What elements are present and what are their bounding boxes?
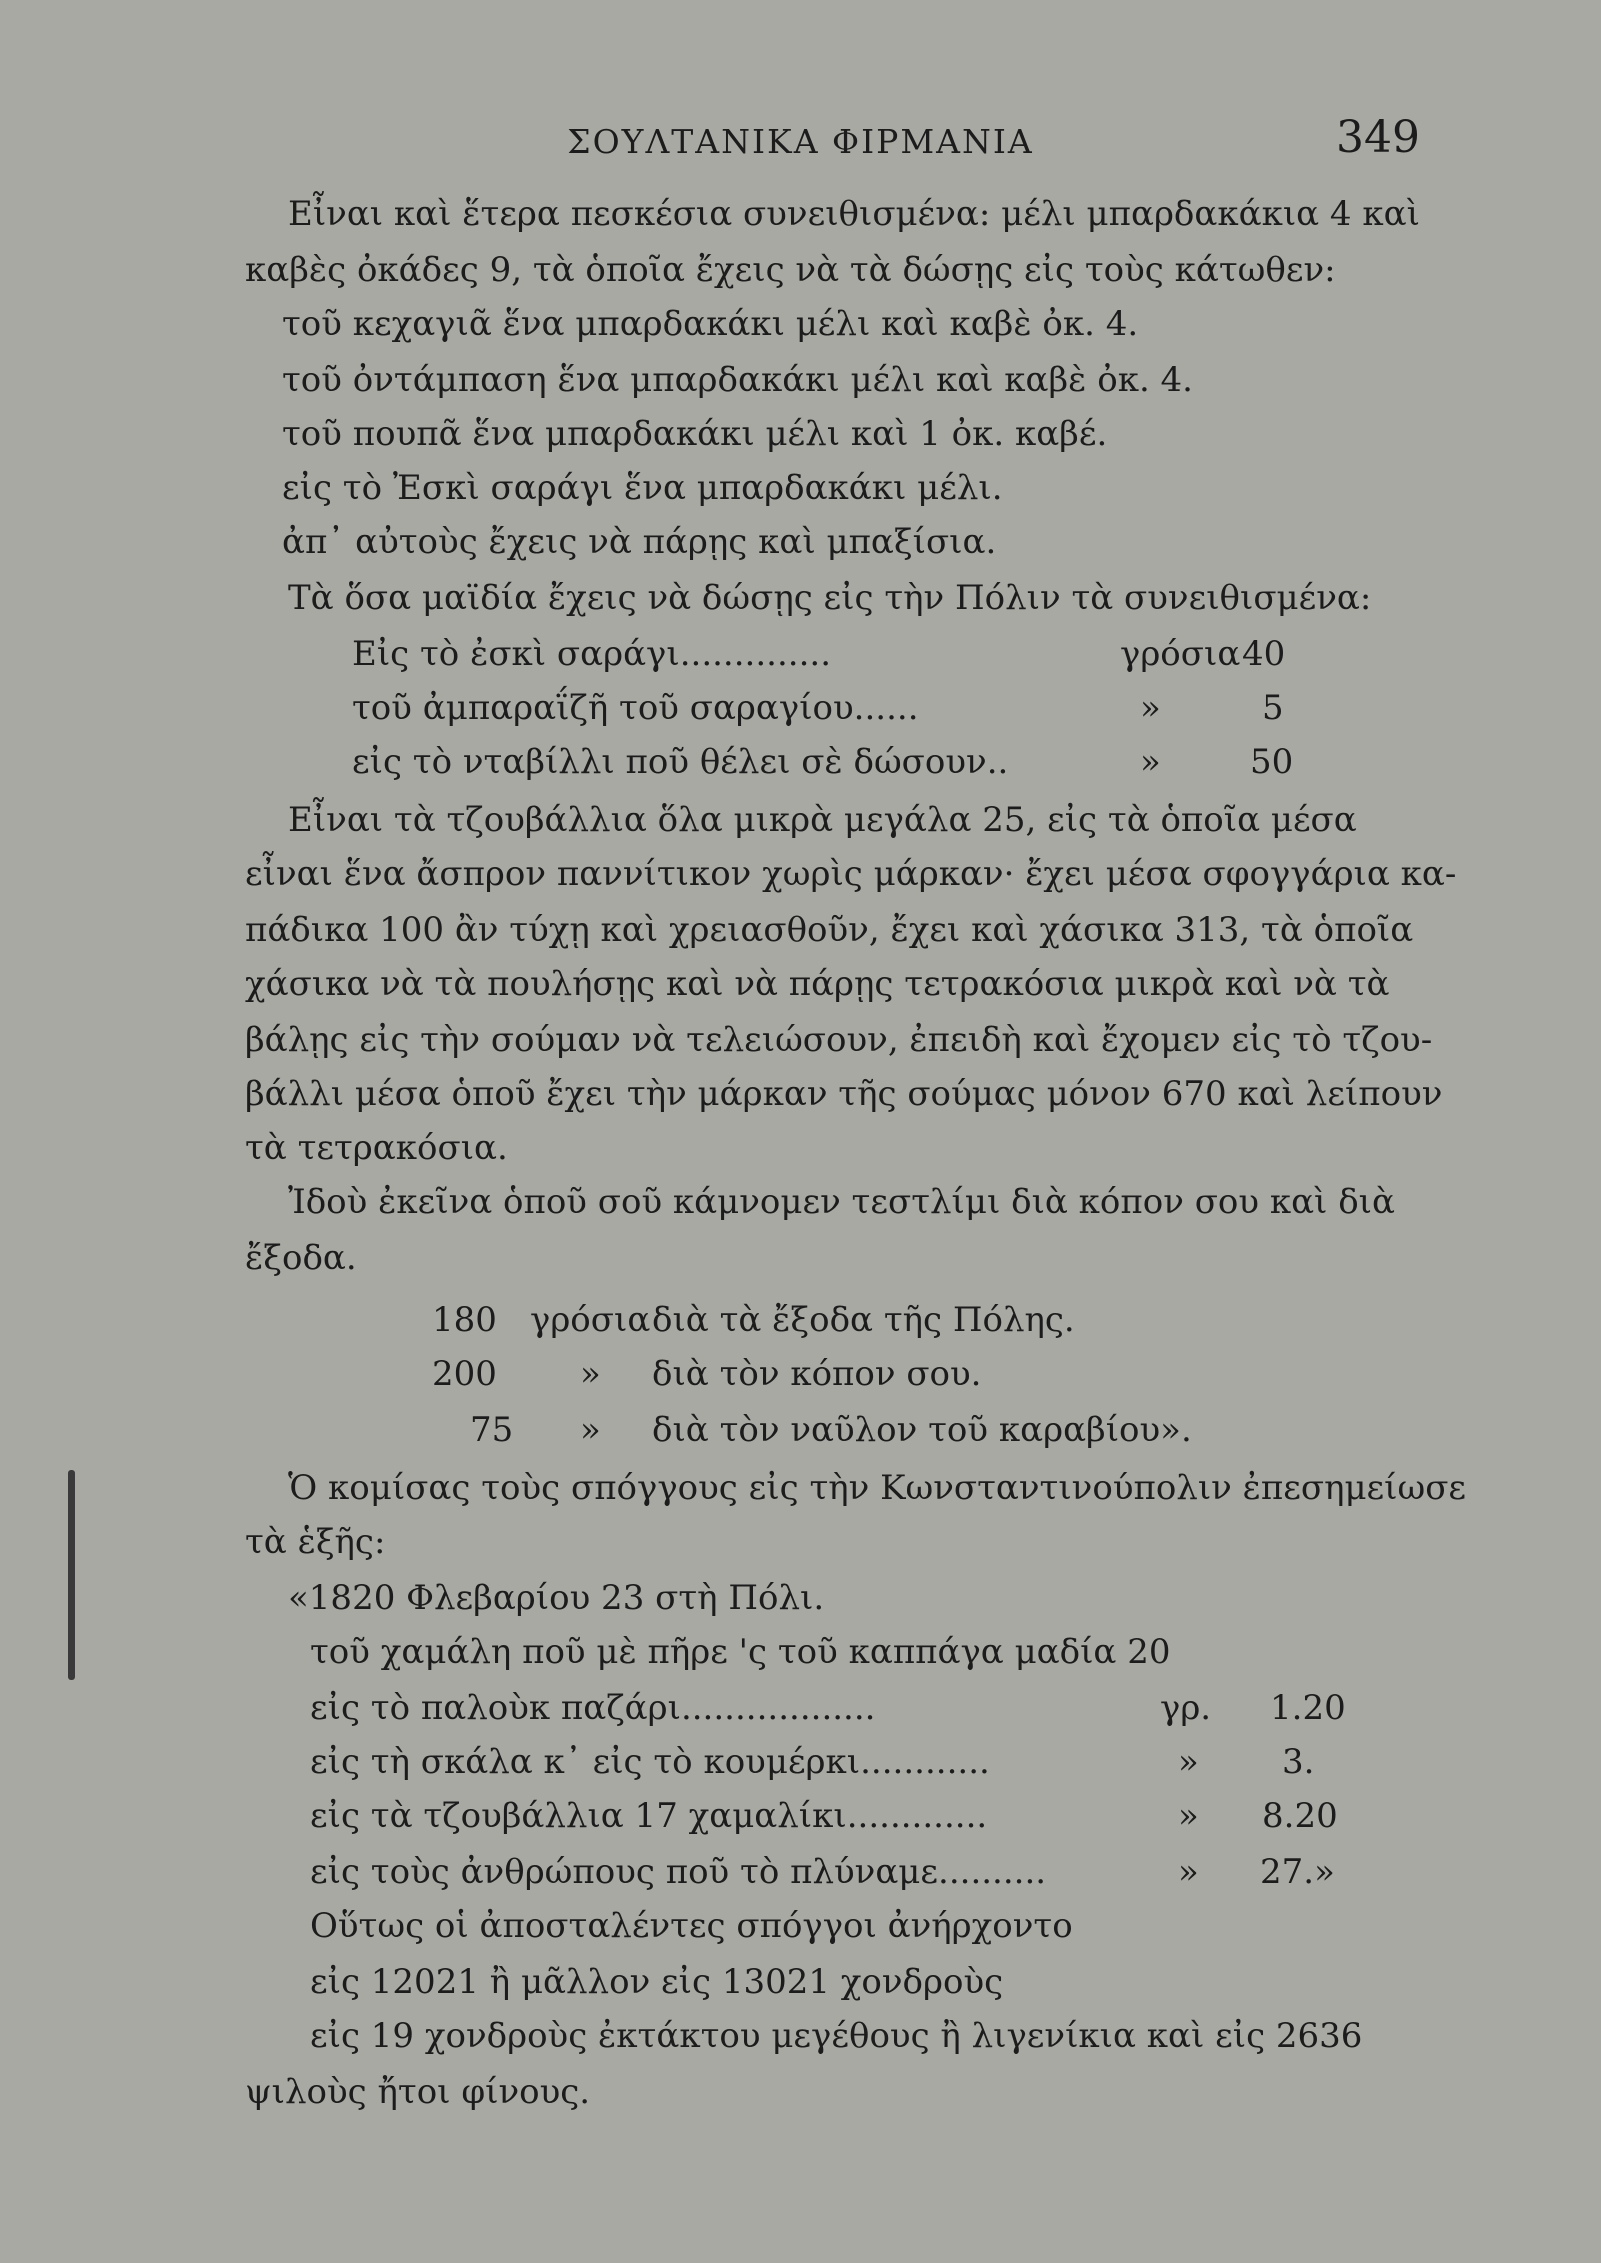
margin-mark: [68, 1470, 75, 1680]
list-item-value: 50: [1250, 742, 1294, 782]
text-line: ἔξοδα.: [245, 1238, 357, 1278]
list-item-value: 27.»: [1260, 1852, 1335, 1892]
text-line: Τὰ ὅσα μαϊδία ἔχεις νὰ δώσῃς εἰς τὴν Πόλιν τὰ συνειθισμένα:: [288, 578, 1372, 618]
text-line: χάσικα νὰ τὰ πουλήσῃς καὶ νὰ πάρῃς τετρακόσια μικρὰ καὶ νὰ τὰ: [245, 964, 1390, 1004]
text-line: τὰ τετρακόσια.: [245, 1128, 508, 1168]
list-item-unit: »: [1140, 742, 1161, 782]
list-item-unit: »: [580, 1354, 601, 1394]
list-item-text: διὰ τὰ ἔξοδα τῆς Πόλης.: [652, 1300, 1075, 1340]
text-line: εἶναι ἕνα ἄσπρον παννίτικον χωρὶς μάρκαν· ἔχει μέσα σφογγάρια κα-: [245, 854, 1457, 894]
text-line: καβὲς ὀκάδες 9, τὰ ὁποῖα ἔχεις νὰ τὰ δώσῃς εἰς τοὺς κάτωθεν:: [245, 250, 1336, 290]
text-line: εἰς 12021 ἢ μᾶλλον εἰς 13021 χονδροὺς: [310, 1962, 1004, 2002]
text-line: πάδικα 100 ἂν τύχῃ καὶ χρειασθοῦν, ἔχει καὶ χάσικα 313, τὰ ὁποῖα: [245, 910, 1414, 950]
list-item-text: εἰς τοὺς ἀνθρώπους ποῦ τὸ πλύναμε..........: [310, 1852, 1047, 1892]
list-item-text: εἰς τὰ τζουβάλλια 17 χαμαλίκι.............: [310, 1796, 988, 1836]
list-item-text: τοῦ ἀμπαραΐζῆ τοῦ σαραγίου......: [352, 688, 919, 728]
list-item-unit: »: [1140, 688, 1161, 728]
text-line: τοῦ ὀντάμπαση ἕνα μπαρδακάκι μέλι καὶ καβὲ ὀκ. 4.: [282, 360, 1193, 400]
list-item-text: διὰ τὸν ναῦλον τοῦ καραβίου».: [652, 1410, 1192, 1450]
list-item-unit: γρ.: [1160, 1688, 1212, 1728]
running-header: ΣΟΥΛΤΑΝΙΚΑ ΦΙΡΜΑΝΙΑ: [567, 122, 1034, 161]
list-item-number: 75: [470, 1410, 514, 1450]
list-item-text: διὰ τὸν κόπον σου.: [652, 1354, 982, 1394]
list-item-number: 180: [432, 1300, 497, 1340]
list-item-unit: γρόσια: [1120, 634, 1241, 674]
list-item-text: εἰς τὸ παλοὺκ παζάρι..................: [310, 1688, 876, 1728]
page-number: 349: [1336, 112, 1420, 163]
text-line: βάλλι μέσα ὁποῦ ἔχει τὴν μάρκαν τῆς σούμας μόνον 670 καὶ λείπουν: [245, 1074, 1443, 1114]
list-item-text: εἰς τὸ νταβίλλι ποῦ θέλει σὲ δώσουν..: [352, 742, 1009, 782]
list-item-unit: »: [580, 1410, 601, 1450]
text-line: εἰς 19 χονδροὺς ἐκτάκτου μεγέθους ἢ λιγενίκια καὶ εἰς 2636: [310, 2016, 1363, 2056]
text-line: βάλῃς εἰς τὴν σούμαν νὰ τελειώσουν, ἐπειδὴ καὶ ἔχομεν εἰς τὸ τζου-: [245, 1020, 1433, 1060]
text-line: Ἰδοὺ ἐκεῖνα ὁποῦ σοῦ κάμνομεν τεστλίμι διὰ κόπον σου καὶ διὰ: [288, 1182, 1395, 1222]
text-line: ψιλοὺς ἤτοι φίνους.: [245, 2072, 591, 2112]
list-item-unit: »: [1178, 1742, 1199, 1782]
list-item-value: 40: [1242, 634, 1286, 674]
list-item-unit: »: [1178, 1852, 1199, 1892]
list-item-value: 8.20: [1262, 1796, 1338, 1836]
list-item-value: 3.: [1282, 1742, 1315, 1782]
list-item-unit: »: [1178, 1796, 1199, 1836]
list-item-value: 1.20: [1270, 1688, 1346, 1728]
text-line: ἀπ᾽ αὐτοὺς ἔχεις νὰ πάρῃς καὶ μπαξίσια.: [282, 522, 997, 562]
text-line: εἰς τὸ Ἐσκὶ σαράγι ἕνα μπαρδακάκι μέλι.: [282, 468, 1003, 508]
text-line: τοῦ χαμάλη ποῦ μὲ πῆρε 'ς τοῦ καππάγα μαδία 20: [310, 1632, 1171, 1672]
list-item-number: 200: [432, 1354, 497, 1394]
text-line: τοῦ κεχαγιᾶ ἕνα μπαρδακάκι μέλι καὶ καβὲ ὀκ. 4.: [282, 304, 1139, 344]
text-line: «1820 Φλεβαρίου 23 στὴ Πόλι.: [288, 1578, 825, 1618]
text-line: Οὕτως οἱ ἀποσταλέντες σπόγγοι ἀνήρχοντο: [310, 1906, 1073, 1946]
list-item-unit: γρόσια: [530, 1300, 651, 1340]
text-line: Εἶναι τὰ τζουβάλλια ὅλα μικρὰ μεγάλα 25, εἰς τὰ ὁποῖα μέσα: [288, 800, 1357, 840]
text-line: τοῦ πουπᾶ ἕνα μπαρδακάκι μέλι καὶ 1 ὀκ. καβέ.: [282, 414, 1108, 454]
list-item-value: 5: [1262, 688, 1284, 728]
text-line: Ὁ κομίσας τοὺς σπόγγους εἰς τὴν Κωνσταντινούπολιν ἐπεσημείωσε: [288, 1468, 1467, 1508]
text-line: τὰ ἑξῆς:: [245, 1522, 386, 1562]
list-item-text: Εἰς τὸ ἐσκὶ σαράγι..............: [352, 634, 832, 674]
text-line: Εἶναι καὶ ἕτερα πεσκέσια συνειθισμένα: μέλι μπαρδακάκια 4 καὶ: [288, 194, 1420, 234]
list-item-text: εἰς τὴ σκάλα κ᾽ εἰς τὸ κουμέρκι............: [310, 1742, 990, 1782]
